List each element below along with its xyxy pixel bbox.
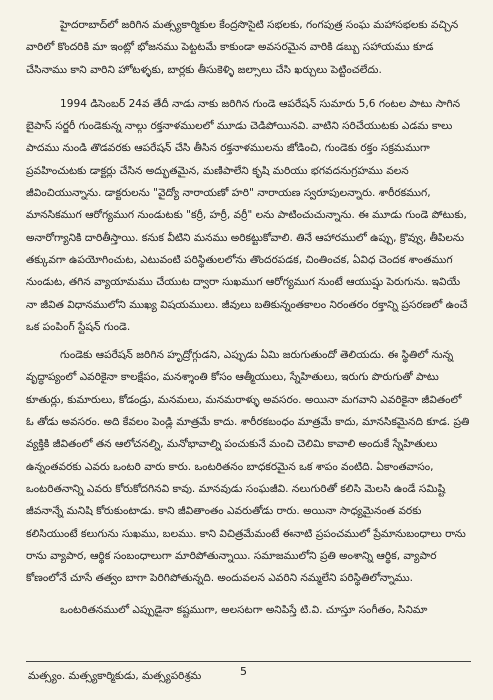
- footer-title: మత్స్యం. మత్స్యకార్మికుడు, మత్స్యపరిశ్రమ: [28, 670, 202, 682]
- footer-rule: [26, 661, 471, 662]
- page-number: 5: [240, 665, 247, 678]
- paragraph-4: ఒంటరితనములో ఎప్పుడైనా కష్టముగా, అలసటగా అనిపిస్తే టి.వి. చూస్తూ సంగీతం, సినిమా: [60, 604, 428, 617]
- paragraph-3: గుండెకు ఆపరేషన్ జరిగిన హృద్రోగ్గుడని, ఎప్పుడు ఏమి జరుగుతుందో తెలియదు. ఈ స్థితిలో నున్న వృద్ధాప్యంలో ఎవరికైనా కాలక్షేపం, మనశ్శాంతి కోసం ఆత్మీయులు, స్నేహితులు, ఇరుగు పొరుగుతో పాటు కూతుర్లు, కుమారులు, కోడండ్రు, మనమలు, మనమరాళ్ళు అవసరం. అయినా మగవాని ఎవరికైనా జీవితంలో ఓ తోడు అవసరం. అది కేవలం పెండ్లి మాత్రమే కాదు. శారీరకబంధం మాత్రమే కాదు, మానసికమైనది కూడ. ప్రతి వ్యక్తికి జీవితంలో తన ఆలోచనల్ని, మనోభావాల్ని పంచుకునే మంచి చెలిమి కావాలి అందుకే స్నేహితులు ఉన్నంతవరకు ఎవరు ఒంటరి వారు కారు. ఒంటరితనం బాధకరమైన ఒక శాపం వంటిది. ఏకాంతవాసం, ఒంటరితనాన్ని ఎవరు కోరుకోదగినవి కావు. మానవుడు సంఘజీవి. నలుగురితో కలిసి మెలసి ఉండే సమిష్టి జీవనాన్నే మనిషి కోరుకుంటాడు. కాని జీవితాంతం ఎవరుతోడు రారు. అయినా సాధ్యమైనంత వరకు కలిసియుంటే కలుగును సుఖము, బలము. కాని విచిత్రమేమంటే ఈనాటి ప్రపంచములో ప్రేమానుబంధాలు రాను రాను వ్యాపార, ఆర్థిక సంబంధాలుగా మారిపోతున్నాయి. సమాజములోని ప్రతి అంశాన్ని ఆర్థిక, వ్యాపార కోణంలోనే చూసే తత్వం బాగా పెరిగిపోతున్నది. అందువలన ఎవరిని నమ్మలేని పరిస్థితిలోన్నాము.: [26, 349, 470, 585]
- paragraph-1: హైదరాబాద్‌లో జరిగిన మత్స్యకార్మికుల కేంద్రసొసైటి సభలకు, గంగపుత్ర సంఘ మహాసభలకు వచ్చిన వారిలో కొందరికి మా ఇంట్లో భోజనము పెట్టటమే కాకుండా అవసరమైన వారికి డబ్బు సహాయము కూడ చేసినాము కాని వారిని హోటళ్ళకు, బార్లకు తీసుకెళ్ళి జల్సాలు చేసి ఖర్చులు పెట్టించలేదు.: [26, 19, 459, 76]
- body-text: [26, 14, 471, 622]
- paragraph-2: 1994 డిసెంబర్ 24వ తేదీ నాడు నాకు జరిగిన గుండె ఆపరేషన్ సుమారు 5,6 గంటల పాటు సాగిన బైపాస్ సర్జరీ గుండెకున్న నాల్గు రక్తనాళములలో మూడు చెడిపోయినవి. వాటిని సరిచేయుటకు ఎడమ కాలు పాదము నుండి తొడవరకు ఆపరేషన్ చేసి తీసిన రక్తనాళములను జోడించి, గుండెకు రక్తం సక్రమముగా ప్రవహించుటకు డాక్టర్లు చేసిన అద్భుతమైన, మణిపాలేని కృషి మరియు భగవదనుగ్రహము వలన జీవించియున్నాను. డాక్టరులను "వైద్యో నారాయణో హరి" నారాయణ స్వరూపులన్నారు. శారీరకముగ, మానసికముగ ఆరోగ్యముగ నుండుటకు "కర్రీ, హర్రీ, వర్రీ" లను పాటించుచున్నాను. ఈ మూడు గుండె పోటుకు, అనారోగ్యానికి దారితీస్తాయి. కనుక వీటిని మనము అరికట్టుకోవాలి. తినే ఆహారములో ఉప్పు, క్రొవ్వు, తీపిలను తక్కువగా ఉపయోగించుట, ఎటువంటి పరిస్థితులలోను తొందరపడక, చింతించక, ఏవిధ చెందక శాంతముగ నుండుట, తగిన వ్యాయామము చేయుట ద్వారా సుఖముగ ఆరోగ్యముగ నుంటే ఆయుష్షు పెరుగును. ఇవియే నా జీవిత విధానములోని ముఖ్య విషయములు. జీవులు బతికున్నంతకాలం నిరంతరం రక్తాన్ని ప్రసరణలో ఉంచే ఒక పంపింగ్ స్టేషన్ గుండె.: [26, 97, 468, 333]
